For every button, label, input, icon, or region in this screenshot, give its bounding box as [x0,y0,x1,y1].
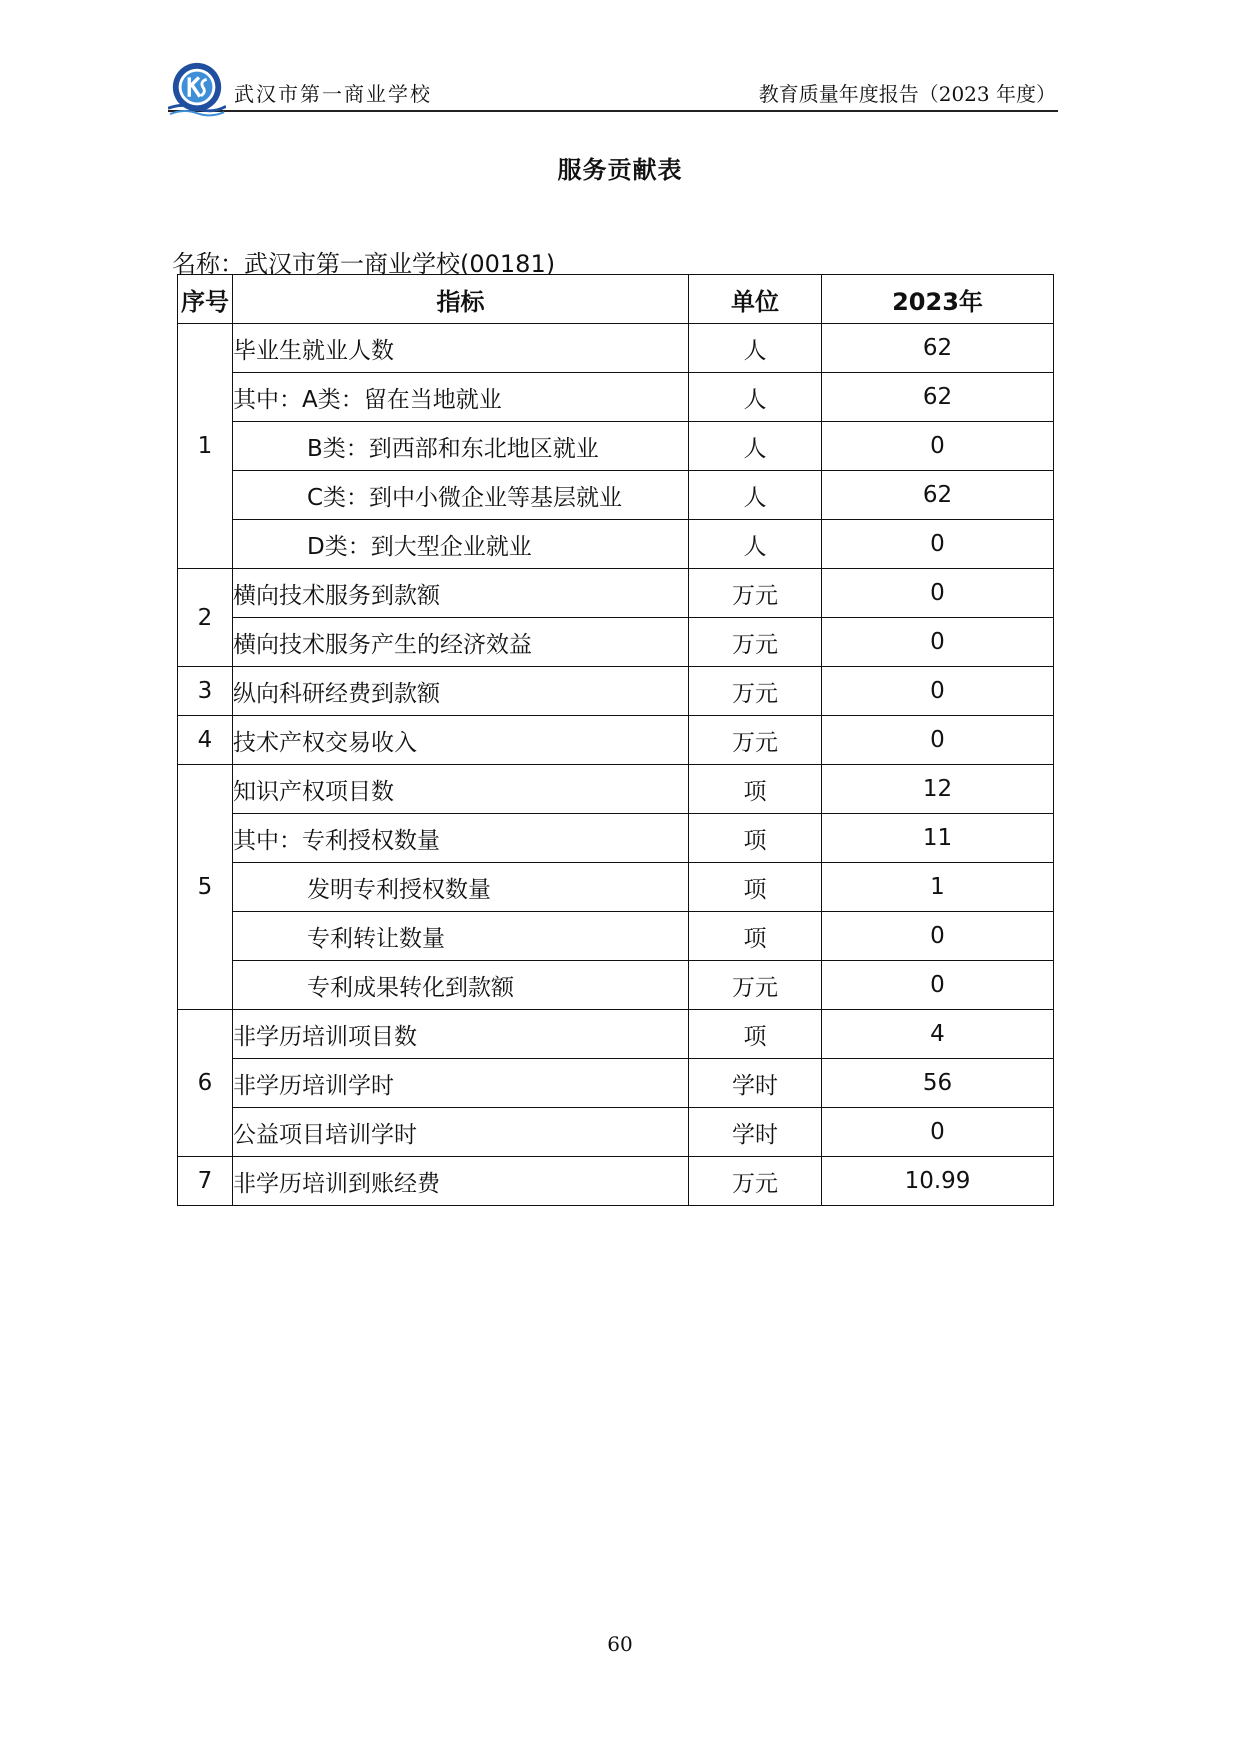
value-cell: 0 [822,667,1054,716]
indicator-cell: 横向技术服务产生的经济效益 [233,618,689,667]
value-cell: 10.99 [822,1157,1054,1206]
table-row [178,1108,1054,1157]
value-cell: 0 [822,716,1054,765]
indicator-cell: 横向技术服务到款额 [233,569,689,618]
table-row [178,618,1054,667]
header-seq: 序号 [178,275,233,324]
table-row [178,863,1054,912]
unit-cell: 学时 [689,1059,822,1108]
indicator-cell: 纵向科研经费到款额 [233,667,689,716]
page-header [168,58,1058,112]
service-contribution-table [177,274,1054,1206]
indicator-cell: 非学历培训项目数 [233,1010,689,1059]
name-line: 名称：武汉市第一商业学校(00181) [172,250,556,278]
table-row [178,520,1054,569]
indicator-cell: C类：到中小微企业等基层就业 [233,471,689,520]
unit-cell: 项 [689,912,822,961]
table-row [178,912,1054,961]
header-year: 2023年 [822,275,1054,324]
table-row [178,667,1054,716]
seq-cell: 5 [178,765,233,1010]
seq-cell: 7 [178,1157,233,1206]
unit-cell: 人 [689,471,822,520]
report-title: 教育质量年度报告（2023 年度） [758,82,1056,106]
school-logo-icon [168,60,226,118]
value-cell: 4 [822,1010,1054,1059]
indicator-cell: 发明专利授权数量 [233,863,689,912]
seq-cell: 2 [178,569,233,667]
table-row [178,471,1054,520]
unit-cell: 万元 [689,716,822,765]
table-row [178,765,1054,814]
indicator-cell: 毕业生就业人数 [233,324,689,373]
value-cell: 1 [822,863,1054,912]
table-row [178,373,1054,422]
indicator-cell: 其中：A类：留在当地就业 [233,373,689,422]
value-cell: 0 [822,1108,1054,1157]
indicator-cell: 技术产权交易收入 [233,716,689,765]
table-row [178,1010,1054,1059]
value-cell: 12 [822,765,1054,814]
unit-cell: 万元 [689,961,822,1010]
table-row [178,422,1054,471]
value-cell: 0 [822,961,1054,1010]
unit-cell: 学时 [689,1108,822,1157]
table-row [178,814,1054,863]
value-cell: 56 [822,1059,1054,1108]
indicator-cell: 非学历培训到账经费 [233,1157,689,1206]
value-cell: 0 [822,912,1054,961]
header-unit: 单位 [689,275,822,324]
indicator-cell: B类：到西部和东北地区就业 [233,422,689,471]
school-name: 武汉市第一商业学校 [234,82,432,106]
value-cell: 0 [822,618,1054,667]
seq-cell: 1 [178,324,233,569]
page-title: 服务贡献表 [557,156,683,184]
value-cell: 62 [822,373,1054,422]
indicator-cell: 专利转让数量 [233,912,689,961]
indicator-cell: 公益项目培训学时 [233,1108,689,1157]
table-row [178,961,1054,1010]
unit-cell: 万元 [689,569,822,618]
unit-cell: 人 [689,520,822,569]
value-cell: 62 [822,471,1054,520]
value-cell: 0 [822,569,1054,618]
seq-cell: 3 [178,667,233,716]
page-number: 60 [607,1632,633,1656]
seq-cell: 6 [178,1010,233,1157]
table-row [178,324,1054,373]
table-row [178,569,1054,618]
indicator-cell: D类：到大型企业就业 [233,520,689,569]
header-indicator: 指标 [233,275,689,324]
unit-cell: 人 [689,422,822,471]
value-cell: 62 [822,324,1054,373]
value-cell: 0 [822,520,1054,569]
unit-cell: 人 [689,373,822,422]
unit-cell: 项 [689,814,822,863]
table-row [178,1157,1054,1206]
unit-cell: 万元 [689,618,822,667]
table-row [178,1059,1054,1108]
unit-cell: 项 [689,1010,822,1059]
indicator-cell: 知识产权项目数 [233,765,689,814]
value-cell: 0 [822,422,1054,471]
unit-cell: 人 [689,324,822,373]
unit-cell: 项 [689,863,822,912]
unit-cell: 项 [689,765,822,814]
indicator-cell: 其中：专利授权数量 [233,814,689,863]
seq-cell: 4 [178,716,233,765]
table-row [178,716,1054,765]
unit-cell: 万元 [689,667,822,716]
table-header-row [178,275,1054,324]
indicator-cell: 非学历培训学时 [233,1059,689,1108]
indicator-cell: 专利成果转化到款额 [233,961,689,1010]
value-cell: 11 [822,814,1054,863]
unit-cell: 万元 [689,1157,822,1206]
